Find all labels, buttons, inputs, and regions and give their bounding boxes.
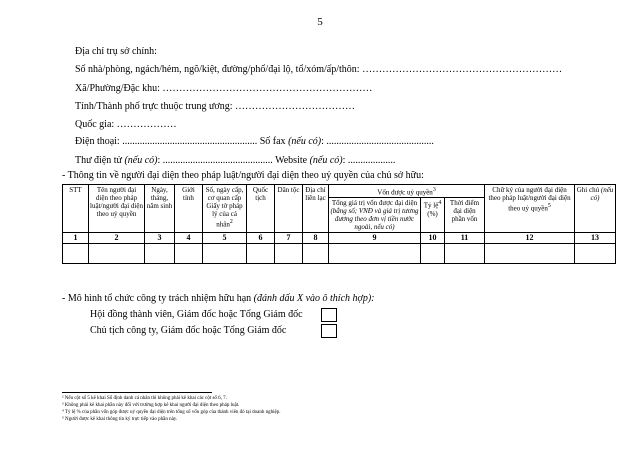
column-number: 7: [275, 233, 303, 244]
header-dob: Ngày, tháng, năm sinh: [145, 185, 175, 233]
header-nationality: Quốc tịch: [247, 185, 275, 233]
header-signature-sup: 5: [547, 203, 551, 209]
header-signature: [485, 185, 575, 233]
model-label: - Mô hình tổ chức công ty trách nhiệm hữu hạn: [62, 293, 252, 304]
footnote-5: ⁵ Người được kê khai thông tin ký trực tiếp vào phần này.: [62, 417, 178, 422]
country-dots: ………………: [116, 119, 177, 130]
website-note: (nếu có): [309, 155, 343, 166]
header-total-value: [329, 198, 421, 233]
street-label: Số nhà/phòng, ngách/hẻm, ngõ/kiệt, đường/phố/đại lộ, tổ/xóm/ấp/thôn:: [75, 64, 360, 75]
country-line: [75, 119, 177, 131]
column-number: 10: [421, 233, 445, 244]
fax-dots: : ...........................................: [321, 136, 434, 147]
footnote-2: ² Nếu cột số 5 kê khai Số định danh cá nhân thì không phải kê khai các cột số 6, 7.: [62, 396, 227, 401]
header-id-doc-text: Số, ngày cấp, cơ quan cấp Giấy tờ pháp lý của cá nhân: [205, 186, 244, 229]
representative-table: [62, 184, 616, 264]
model-line: [62, 293, 375, 305]
email-note: (nếu có): [124, 155, 158, 166]
header-time: Thời điểm đại diện phần vốn: [445, 198, 485, 233]
header-ethnicity: Dân tộc: [275, 185, 303, 233]
header-name: Tên người đại diện theo pháp luật/người đại diện theo uỷ quyền: [89, 185, 145, 233]
table-row: [63, 244, 616, 264]
address-title: Địa chỉ trụ sở chính:: [75, 46, 157, 57]
email-dots: : ............................................: [157, 155, 273, 166]
website-dots: : ...................: [342, 155, 396, 166]
table-cell[interactable]: [303, 244, 329, 264]
ward-dots: ………………………………………………………: [162, 83, 373, 94]
header-id-doc-sup: 2: [229, 219, 233, 225]
province-label: Tỉnh/Thành phố trực thuộc trung ương:: [75, 101, 233, 112]
header-note-sub: (nếu có): [590, 186, 614, 202]
street-line: [75, 64, 562, 76]
fax-note: (nếu có): [288, 136, 322, 147]
column-number: 11: [445, 233, 485, 244]
table-cell[interactable]: [89, 244, 145, 264]
column-number-row: [63, 233, 616, 244]
email-website-line: [75, 155, 395, 167]
footnote-4: ⁴ Tỷ lệ % của phần vốn góp được uỷ quyền đại diện trên tổng số vốn góp của thành viên đó tại doanh nghiệp.: [62, 410, 281, 415]
table-cell[interactable]: [175, 244, 203, 264]
ward-line: [75, 83, 372, 95]
table-cell[interactable]: [445, 244, 485, 264]
table-cell[interactable]: [575, 244, 616, 264]
country-label: Quốc gia:: [75, 119, 115, 130]
header-total-value-b: (bằng số; VNĐ và giá trị tương đương theo đơn vị tiền nước ngoài, nếu có): [330, 207, 419, 232]
table-cell[interactable]: [485, 244, 575, 264]
column-number: 13: [575, 233, 616, 244]
province-line: [75, 101, 355, 113]
table-cell[interactable]: [329, 244, 421, 264]
model-option-2-label: Chủ tịch công ty, Giám đốc hoặc Tổng Giám đốc: [90, 325, 287, 336]
website-label: Website: [275, 155, 308, 166]
table-cell[interactable]: [145, 244, 175, 264]
phone-fax-line: [75, 136, 434, 148]
column-number: 5: [203, 233, 247, 244]
column-number: 8: [303, 233, 329, 244]
province-dots: ………………………………: [235, 101, 355, 112]
column-number: 2: [89, 233, 145, 244]
model-hint: (đánh dấu X vào ô thích hợp):: [253, 293, 375, 304]
table-header-row-1: [63, 185, 616, 198]
header-capital-group-text: Vốn được uỷ quyền: [377, 188, 433, 197]
page-number: 5: [317, 16, 323, 28]
phone-label: Điện thoại:: [75, 136, 120, 147]
header-capital-group: [329, 185, 485, 198]
email-label: Thư điện tử: [75, 155, 122, 166]
ward-label: Xã/Phường/Đặc khu:: [75, 83, 160, 94]
column-number: 1: [63, 233, 89, 244]
fax-label: Số fax: [259, 136, 286, 147]
model-option-1-label: Hội đồng thành viên, Giám đốc hoặc Tổng Giám đốc: [90, 309, 303, 320]
phone-dots: ......................................................: [122, 136, 258, 147]
header-total-value-a: Tổng giá trị vốn được đại diện: [331, 199, 418, 208]
footnote-3: ³ Không phải kê khai phần này đối với trường hợp kê khai người đại diện theo pháp luật.: [62, 403, 240, 408]
street-dots: ……………………………………………………: [362, 64, 563, 75]
header-contact-address: Địa chỉ liên lạc: [303, 185, 329, 233]
table-cell[interactable]: [203, 244, 247, 264]
header-id-doc: [203, 185, 247, 233]
column-number: 6: [247, 233, 275, 244]
table-cell[interactable]: [275, 244, 303, 264]
footnote-divider: [62, 392, 212, 393]
header-ratio: [421, 198, 445, 233]
header-note-text: Ghi chú: [576, 186, 600, 194]
header-signature-text: Chữ ký của người đại diện theo pháp luật/người đại diện theo uỷ quyền: [488, 186, 571, 213]
header-ratio-sup: 4: [438, 200, 442, 207]
model-option-2-checkbox[interactable]: [321, 324, 337, 338]
header-capital-group-sup: 3: [432, 187, 436, 193]
model-option-1-checkbox[interactable]: [321, 308, 337, 322]
header-stt: STT: [63, 185, 89, 233]
column-number: 12: [485, 233, 575, 244]
column-number: 4: [175, 233, 203, 244]
table-cell[interactable]: [247, 244, 275, 264]
header-ratio-unit: (%): [427, 209, 438, 218]
table-cell[interactable]: [421, 244, 445, 264]
header-gender: Giới tính: [175, 185, 203, 233]
rep-section-title: - Thông tin về người đại diện theo pháp luật/người đại diện theo uỷ quyền của chủ sở hữu:: [62, 170, 424, 181]
column-number: 9: [329, 233, 421, 244]
table-cell[interactable]: [63, 244, 89, 264]
header-ratio-text: Tỷ lệ: [423, 201, 439, 210]
column-number: 3: [145, 233, 175, 244]
header-note: [575, 185, 616, 233]
